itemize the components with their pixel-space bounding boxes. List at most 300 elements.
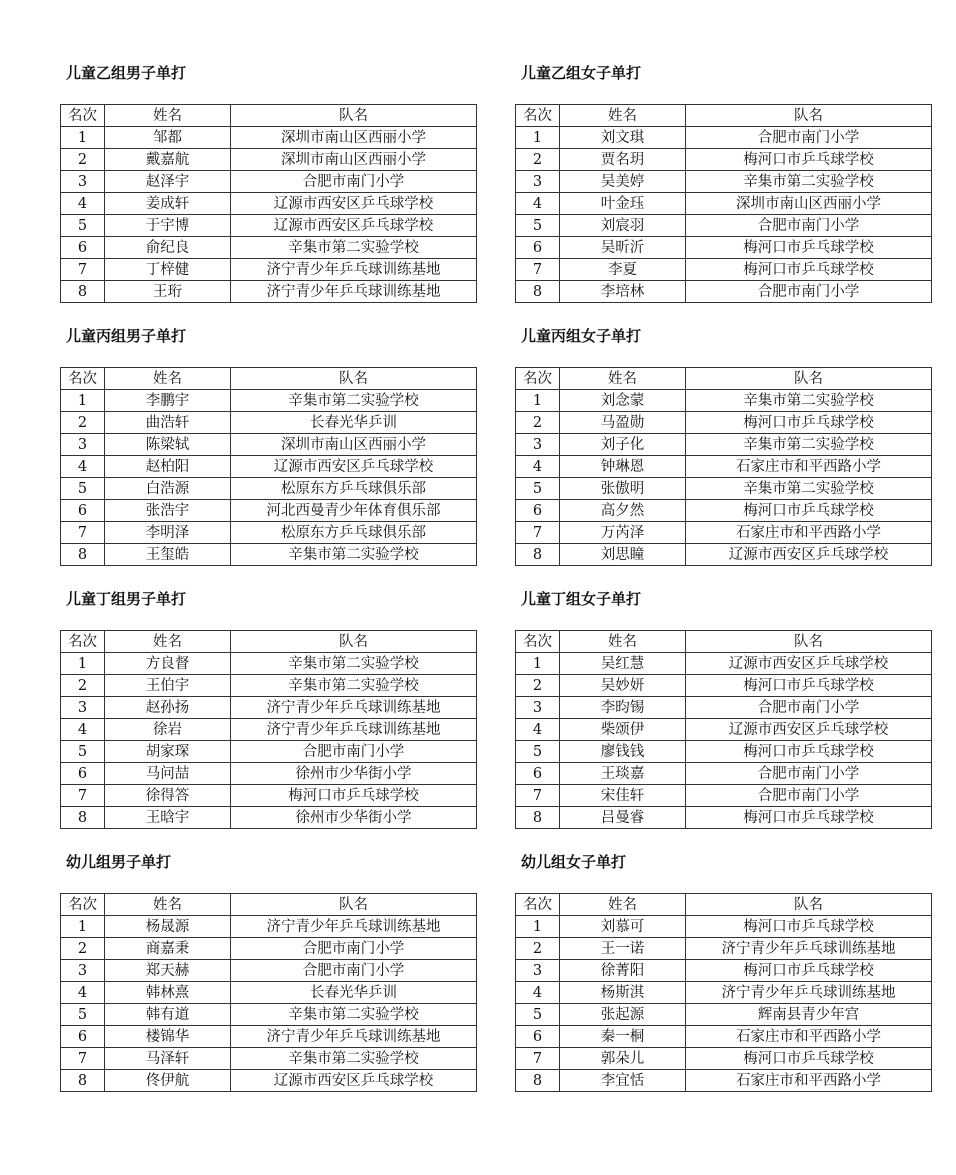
rank-cell: 8 bbox=[61, 544, 105, 566]
rank-cell: 8 bbox=[61, 281, 105, 303]
rank-cell: 1 bbox=[61, 127, 105, 149]
table-row bbox=[61, 938, 477, 960]
table-row bbox=[516, 785, 932, 807]
header-name: 姓名 bbox=[560, 368, 686, 390]
name-cell: 叶金珏 bbox=[560, 193, 686, 215]
team-cell: 合肥市南门小学 bbox=[686, 127, 932, 149]
name-cell: 张傲明 bbox=[560, 478, 686, 500]
team-cell: 济宁青少年乒乓球训练基地 bbox=[231, 916, 477, 938]
name-cell: 赵柏阳 bbox=[105, 456, 231, 478]
rank-cell: 5 bbox=[61, 741, 105, 763]
table-row bbox=[516, 171, 932, 193]
team-cell: 梅河口市乒乓球学校 bbox=[686, 412, 932, 434]
header-team: 队名 bbox=[686, 368, 932, 390]
table-row bbox=[61, 149, 477, 171]
section-title: 儿童丁组女子单打 bbox=[521, 590, 642, 608]
name-cell: 韩有道 bbox=[105, 1004, 231, 1026]
table-row bbox=[61, 982, 477, 1004]
name-cell: 宋佳轩 bbox=[560, 785, 686, 807]
team-cell: 辛集市第二实验学校 bbox=[231, 653, 477, 675]
name-cell: 李宜恬 bbox=[560, 1070, 686, 1092]
table-header-row bbox=[516, 894, 932, 916]
name-cell: 王晗宇 bbox=[105, 807, 231, 829]
team-cell: 济宁青少年乒乓球训练基地 bbox=[231, 1026, 477, 1048]
header-name: 姓名 bbox=[560, 894, 686, 916]
rank-cell: 4 bbox=[61, 456, 105, 478]
team-cell: 合肥市南门小学 bbox=[231, 938, 477, 960]
rank-cell: 2 bbox=[61, 675, 105, 697]
team-cell: 松原东方乒乓球俱乐部 bbox=[231, 478, 477, 500]
header-name: 姓名 bbox=[105, 894, 231, 916]
team-cell: 济宁青少年乒乓球训练基地 bbox=[231, 281, 477, 303]
table-row bbox=[61, 522, 477, 544]
team-cell: 松原东方乒乓球俱乐部 bbox=[231, 522, 477, 544]
table-row bbox=[61, 741, 477, 763]
team-cell: 河北西曼青少年体育俱乐部 bbox=[231, 500, 477, 522]
rank-cell: 4 bbox=[61, 719, 105, 741]
rank-cell: 2 bbox=[516, 675, 560, 697]
rank-cell: 6 bbox=[516, 763, 560, 785]
rank-cell: 6 bbox=[61, 237, 105, 259]
rank-cell: 7 bbox=[61, 522, 105, 544]
team-cell: 辽源市西安区乒乓球学校 bbox=[231, 193, 477, 215]
name-cell: 商嘉秉 bbox=[105, 938, 231, 960]
rank-cell: 7 bbox=[61, 785, 105, 807]
rank-cell: 6 bbox=[61, 1026, 105, 1048]
results-table bbox=[515, 367, 932, 566]
team-cell: 深圳市南山区西丽小学 bbox=[231, 434, 477, 456]
team-cell: 石家庄市和平西路小学 bbox=[686, 522, 932, 544]
header-rank: 名次 bbox=[516, 105, 560, 127]
team-cell: 合肥市南门小学 bbox=[686, 697, 932, 719]
team-cell: 徐州市少华街小学 bbox=[231, 763, 477, 785]
rank-cell: 7 bbox=[61, 1048, 105, 1070]
name-cell: 吕曼睿 bbox=[560, 807, 686, 829]
name-cell: 李明泽 bbox=[105, 522, 231, 544]
table-row bbox=[61, 719, 477, 741]
name-cell: 李培林 bbox=[560, 281, 686, 303]
rank-cell: 8 bbox=[516, 281, 560, 303]
team-cell: 梅河口市乒乓球学校 bbox=[686, 1048, 932, 1070]
table-row bbox=[61, 763, 477, 785]
rank-cell: 3 bbox=[61, 960, 105, 982]
name-cell: 佟伊航 bbox=[105, 1070, 231, 1092]
team-cell: 辛集市第二实验学校 bbox=[231, 1048, 477, 1070]
team-cell: 梅河口市乒乓球学校 bbox=[686, 675, 932, 697]
name-cell: 王琰嘉 bbox=[560, 763, 686, 785]
rank-cell: 8 bbox=[516, 544, 560, 566]
table-row bbox=[516, 127, 932, 149]
table-row bbox=[516, 719, 932, 741]
team-cell: 深圳市南山区西丽小学 bbox=[231, 149, 477, 171]
team-cell: 济宁青少年乒乓球训练基地 bbox=[686, 982, 932, 1004]
team-cell: 长春光华乒训 bbox=[231, 412, 477, 434]
team-cell: 辛集市第二实验学校 bbox=[231, 237, 477, 259]
rank-cell: 7 bbox=[516, 522, 560, 544]
team-cell: 梅河口市乒乓球学校 bbox=[686, 741, 932, 763]
header-rank: 名次 bbox=[61, 368, 105, 390]
header-rank: 名次 bbox=[516, 894, 560, 916]
header-rank: 名次 bbox=[61, 105, 105, 127]
team-cell: 辽源市西安区乒乓球学校 bbox=[686, 653, 932, 675]
header-name: 姓名 bbox=[560, 105, 686, 127]
table-row bbox=[516, 149, 932, 171]
name-cell: 吴美婷 bbox=[560, 171, 686, 193]
table-row bbox=[516, 193, 932, 215]
table-row bbox=[61, 960, 477, 982]
rank-cell: 4 bbox=[61, 193, 105, 215]
team-cell: 辛集市第二实验学校 bbox=[231, 1004, 477, 1026]
name-cell: 秦一桐 bbox=[560, 1026, 686, 1048]
table-row bbox=[61, 259, 477, 281]
rank-cell: 1 bbox=[516, 127, 560, 149]
rank-cell: 3 bbox=[61, 697, 105, 719]
team-cell: 深圳市南山区西丽小学 bbox=[686, 193, 932, 215]
results-table bbox=[60, 367, 477, 566]
name-cell: 万芮泽 bbox=[560, 522, 686, 544]
rank-cell: 2 bbox=[61, 938, 105, 960]
name-cell: 王伯宇 bbox=[105, 675, 231, 697]
table-row bbox=[61, 807, 477, 829]
name-cell: 贾名玥 bbox=[560, 149, 686, 171]
table-row bbox=[516, 456, 932, 478]
name-cell: 马问喆 bbox=[105, 763, 231, 785]
name-cell: 楼锦华 bbox=[105, 1026, 231, 1048]
name-cell: 柴颂伊 bbox=[560, 719, 686, 741]
rank-cell: 7 bbox=[516, 259, 560, 281]
rank-cell: 1 bbox=[61, 653, 105, 675]
table-header-row bbox=[61, 368, 477, 390]
name-cell: 郭朵儿 bbox=[560, 1048, 686, 1070]
table-row bbox=[61, 434, 477, 456]
table-row bbox=[61, 193, 477, 215]
table-row bbox=[61, 675, 477, 697]
team-cell: 合肥市南门小学 bbox=[231, 741, 477, 763]
header-team: 队名 bbox=[686, 894, 932, 916]
team-cell: 梅河口市乒乓球学校 bbox=[686, 237, 932, 259]
table-row bbox=[516, 1048, 932, 1070]
name-cell: 姜成轩 bbox=[105, 193, 231, 215]
team-cell: 石家庄市和平西路小学 bbox=[686, 456, 932, 478]
team-cell: 辽源市西安区乒乓球学校 bbox=[231, 456, 477, 478]
team-cell: 合肥市南门小学 bbox=[686, 215, 932, 237]
team-cell: 梅河口市乒乓球学校 bbox=[686, 149, 932, 171]
name-cell: 刘念蒙 bbox=[560, 390, 686, 412]
name-cell: 吴昕沂 bbox=[560, 237, 686, 259]
rank-cell: 5 bbox=[61, 1004, 105, 1026]
section-title: 幼儿组男子单打 bbox=[66, 853, 172, 871]
table-row bbox=[61, 500, 477, 522]
name-cell: 赵孙扬 bbox=[105, 697, 231, 719]
team-cell: 辽源市西安区乒乓球学校 bbox=[231, 1070, 477, 1092]
rank-cell: 3 bbox=[516, 960, 560, 982]
name-cell: 张起源 bbox=[560, 1004, 686, 1026]
name-cell: 吴妙妍 bbox=[560, 675, 686, 697]
section-title: 儿童丙组女子单打 bbox=[521, 327, 642, 345]
section-title: 儿童丙组男子单打 bbox=[66, 327, 187, 345]
name-cell: 李夏 bbox=[560, 259, 686, 281]
rank-cell: 5 bbox=[516, 478, 560, 500]
rank-cell: 4 bbox=[516, 719, 560, 741]
table-row bbox=[516, 1070, 932, 1092]
rank-cell: 8 bbox=[61, 807, 105, 829]
table-row bbox=[516, 653, 932, 675]
rank-cell: 1 bbox=[61, 916, 105, 938]
name-cell: 赵泽宇 bbox=[105, 171, 231, 193]
table-row bbox=[516, 237, 932, 259]
table-row bbox=[516, 522, 932, 544]
team-cell: 辽源市西安区乒乓球学校 bbox=[686, 544, 932, 566]
team-cell: 石家庄市和平西路小学 bbox=[686, 1070, 932, 1092]
name-cell: 李鹏宇 bbox=[105, 390, 231, 412]
rank-cell: 1 bbox=[516, 390, 560, 412]
table-row bbox=[516, 741, 932, 763]
table-header-row bbox=[516, 631, 932, 653]
table-row bbox=[516, 916, 932, 938]
name-cell: 廖钱钱 bbox=[560, 741, 686, 763]
name-cell: 方良督 bbox=[105, 653, 231, 675]
team-cell: 梅河口市乒乓球学校 bbox=[686, 500, 932, 522]
header-rank: 名次 bbox=[61, 631, 105, 653]
table-row bbox=[516, 478, 932, 500]
rank-cell: 7 bbox=[61, 259, 105, 281]
team-cell: 辽源市西安区乒乓球学校 bbox=[231, 215, 477, 237]
team-cell: 济宁青少年乒乓球训练基地 bbox=[231, 697, 477, 719]
team-cell: 辛集市第二实验学校 bbox=[231, 675, 477, 697]
rank-cell: 4 bbox=[516, 456, 560, 478]
table-header-row bbox=[61, 105, 477, 127]
name-cell: 陈梁轼 bbox=[105, 434, 231, 456]
team-cell: 辛集市第二实验学校 bbox=[686, 171, 932, 193]
team-cell: 梅河口市乒乓球学校 bbox=[686, 807, 932, 829]
name-cell: 刘宸羽 bbox=[560, 215, 686, 237]
table-row bbox=[516, 1004, 932, 1026]
rank-cell: 2 bbox=[516, 938, 560, 960]
table-row bbox=[61, 1048, 477, 1070]
name-cell: 于宇博 bbox=[105, 215, 231, 237]
section-title: 儿童丁组男子单打 bbox=[66, 590, 187, 608]
table-row bbox=[61, 544, 477, 566]
header-team: 队名 bbox=[231, 105, 477, 127]
team-cell: 辛集市第二实验学校 bbox=[231, 390, 477, 412]
table-row bbox=[61, 237, 477, 259]
table-row bbox=[516, 390, 932, 412]
table-row bbox=[516, 259, 932, 281]
team-cell: 合肥市南门小学 bbox=[686, 785, 932, 807]
team-cell: 合肥市南门小学 bbox=[231, 171, 477, 193]
name-cell: 徐得答 bbox=[105, 785, 231, 807]
results-table bbox=[60, 104, 477, 303]
rank-cell: 5 bbox=[61, 478, 105, 500]
rank-cell: 3 bbox=[61, 171, 105, 193]
table-row bbox=[61, 653, 477, 675]
table-row bbox=[61, 171, 477, 193]
team-cell: 石家庄市和平西路小学 bbox=[686, 1026, 932, 1048]
name-cell: 郑天赫 bbox=[105, 960, 231, 982]
rank-cell: 3 bbox=[516, 171, 560, 193]
header-team: 队名 bbox=[231, 894, 477, 916]
section-title: 儿童乙组女子单打 bbox=[521, 64, 642, 82]
table-row bbox=[61, 281, 477, 303]
table-row bbox=[516, 938, 932, 960]
table-row bbox=[516, 215, 932, 237]
rank-cell: 1 bbox=[61, 390, 105, 412]
team-cell: 济宁青少年乒乓球训练基地 bbox=[686, 938, 932, 960]
rank-cell: 5 bbox=[61, 215, 105, 237]
rank-cell: 1 bbox=[516, 653, 560, 675]
table-header-row bbox=[61, 894, 477, 916]
table-row bbox=[516, 982, 932, 1004]
team-cell: 深圳市南山区西丽小学 bbox=[231, 127, 477, 149]
table-row bbox=[61, 785, 477, 807]
name-cell: 徐菁阳 bbox=[560, 960, 686, 982]
table-row bbox=[516, 500, 932, 522]
team-cell: 辉南县青少年宫 bbox=[686, 1004, 932, 1026]
name-cell: 徐岩 bbox=[105, 719, 231, 741]
rank-cell: 5 bbox=[516, 741, 560, 763]
name-cell: 戴嘉航 bbox=[105, 149, 231, 171]
team-cell: 合肥市南门小学 bbox=[231, 960, 477, 982]
rank-cell: 7 bbox=[516, 785, 560, 807]
table-row bbox=[61, 412, 477, 434]
table-row bbox=[61, 478, 477, 500]
table-row bbox=[61, 1004, 477, 1026]
table-row bbox=[61, 1070, 477, 1092]
table-row bbox=[516, 544, 932, 566]
rank-cell: 6 bbox=[516, 500, 560, 522]
header-name: 姓名 bbox=[105, 368, 231, 390]
table-row bbox=[516, 807, 932, 829]
name-cell: 刘子化 bbox=[560, 434, 686, 456]
rank-cell: 8 bbox=[516, 1070, 560, 1092]
rank-cell: 7 bbox=[516, 1048, 560, 1070]
header-name: 姓名 bbox=[560, 631, 686, 653]
table-row bbox=[516, 960, 932, 982]
table-row bbox=[516, 675, 932, 697]
table-header-row bbox=[516, 105, 932, 127]
team-cell: 济宁青少年乒乓球训练基地 bbox=[231, 719, 477, 741]
team-cell: 辛集市第二实验学校 bbox=[686, 390, 932, 412]
table-row bbox=[61, 916, 477, 938]
name-cell: 丁梓健 bbox=[105, 259, 231, 281]
team-cell: 合肥市南门小学 bbox=[686, 763, 932, 785]
name-cell: 俞纪良 bbox=[105, 237, 231, 259]
team-cell: 梅河口市乒乓球学校 bbox=[231, 785, 477, 807]
table-row bbox=[516, 763, 932, 785]
rank-cell: 5 bbox=[516, 215, 560, 237]
results-table bbox=[515, 630, 932, 829]
table-row bbox=[61, 215, 477, 237]
name-cell: 刘慕可 bbox=[560, 916, 686, 938]
name-cell: 刘思瞳 bbox=[560, 544, 686, 566]
name-cell: 马泽轩 bbox=[105, 1048, 231, 1070]
team-cell: 辛集市第二实验学校 bbox=[686, 478, 932, 500]
results-table bbox=[515, 104, 932, 303]
name-cell: 刘文琪 bbox=[560, 127, 686, 149]
rank-cell: 8 bbox=[516, 807, 560, 829]
team-cell: 长春光华乒训 bbox=[231, 982, 477, 1004]
team-cell: 徐州市少华街小学 bbox=[231, 807, 477, 829]
team-cell: 梅河口市乒乓球学校 bbox=[686, 259, 932, 281]
team-cell: 辛集市第二实验学校 bbox=[686, 434, 932, 456]
header-rank: 名次 bbox=[61, 894, 105, 916]
rank-cell: 6 bbox=[516, 1026, 560, 1048]
name-cell: 白浩源 bbox=[105, 478, 231, 500]
name-cell: 钟琳恩 bbox=[560, 456, 686, 478]
rank-cell: 4 bbox=[61, 982, 105, 1004]
table-row bbox=[516, 412, 932, 434]
table-row bbox=[61, 127, 477, 149]
results-table bbox=[60, 893, 477, 1092]
table-row bbox=[61, 697, 477, 719]
rank-cell: 5 bbox=[516, 1004, 560, 1026]
header-name: 姓名 bbox=[105, 105, 231, 127]
name-cell: 杨斯淇 bbox=[560, 982, 686, 1004]
header-team: 队名 bbox=[686, 631, 932, 653]
name-cell: 王一诺 bbox=[560, 938, 686, 960]
team-cell: 梅河口市乒乓球学校 bbox=[686, 960, 932, 982]
header-team: 队名 bbox=[231, 368, 477, 390]
team-cell: 梅河口市乒乓球学校 bbox=[686, 916, 932, 938]
table-row bbox=[516, 434, 932, 456]
rank-cell: 3 bbox=[516, 434, 560, 456]
name-cell: 李昀锡 bbox=[560, 697, 686, 719]
table-row bbox=[516, 1026, 932, 1048]
results-table bbox=[515, 893, 932, 1092]
header-rank: 名次 bbox=[516, 368, 560, 390]
results-table bbox=[60, 630, 477, 829]
table-header-row bbox=[516, 368, 932, 390]
rank-cell: 6 bbox=[61, 500, 105, 522]
table-row bbox=[61, 1026, 477, 1048]
section-title: 幼儿组女子单打 bbox=[521, 853, 627, 871]
name-cell: 王珩 bbox=[105, 281, 231, 303]
rank-cell: 6 bbox=[516, 237, 560, 259]
name-cell: 马盈勋 bbox=[560, 412, 686, 434]
name-cell: 张浩宇 bbox=[105, 500, 231, 522]
rank-cell: 2 bbox=[61, 412, 105, 434]
team-cell: 济宁青少年乒乓球训练基地 bbox=[231, 259, 477, 281]
team-cell: 辽源市西安区乒乓球学校 bbox=[686, 719, 932, 741]
table-header-row bbox=[61, 631, 477, 653]
name-cell: 曲浩轩 bbox=[105, 412, 231, 434]
rank-cell: 4 bbox=[516, 193, 560, 215]
table-row bbox=[516, 281, 932, 303]
header-team: 队名 bbox=[231, 631, 477, 653]
rank-cell: 2 bbox=[516, 149, 560, 171]
name-cell: 高夕然 bbox=[560, 500, 686, 522]
header-team: 队名 bbox=[686, 105, 932, 127]
rank-cell: 2 bbox=[61, 149, 105, 171]
rank-cell: 1 bbox=[516, 916, 560, 938]
rank-cell: 3 bbox=[516, 697, 560, 719]
name-cell: 吴红慧 bbox=[560, 653, 686, 675]
table-row bbox=[516, 697, 932, 719]
team-cell: 合肥市南门小学 bbox=[686, 281, 932, 303]
rank-cell: 2 bbox=[516, 412, 560, 434]
name-cell: 邹都 bbox=[105, 127, 231, 149]
section-title: 儿童乙组男子单打 bbox=[66, 64, 187, 82]
header-rank: 名次 bbox=[516, 631, 560, 653]
name-cell: 王玺皓 bbox=[105, 544, 231, 566]
table-row bbox=[61, 390, 477, 412]
rank-cell: 3 bbox=[61, 434, 105, 456]
name-cell: 胡家琛 bbox=[105, 741, 231, 763]
rank-cell: 6 bbox=[61, 763, 105, 785]
name-cell: 杨晟源 bbox=[105, 916, 231, 938]
header-name: 姓名 bbox=[105, 631, 231, 653]
rank-cell: 4 bbox=[516, 982, 560, 1004]
